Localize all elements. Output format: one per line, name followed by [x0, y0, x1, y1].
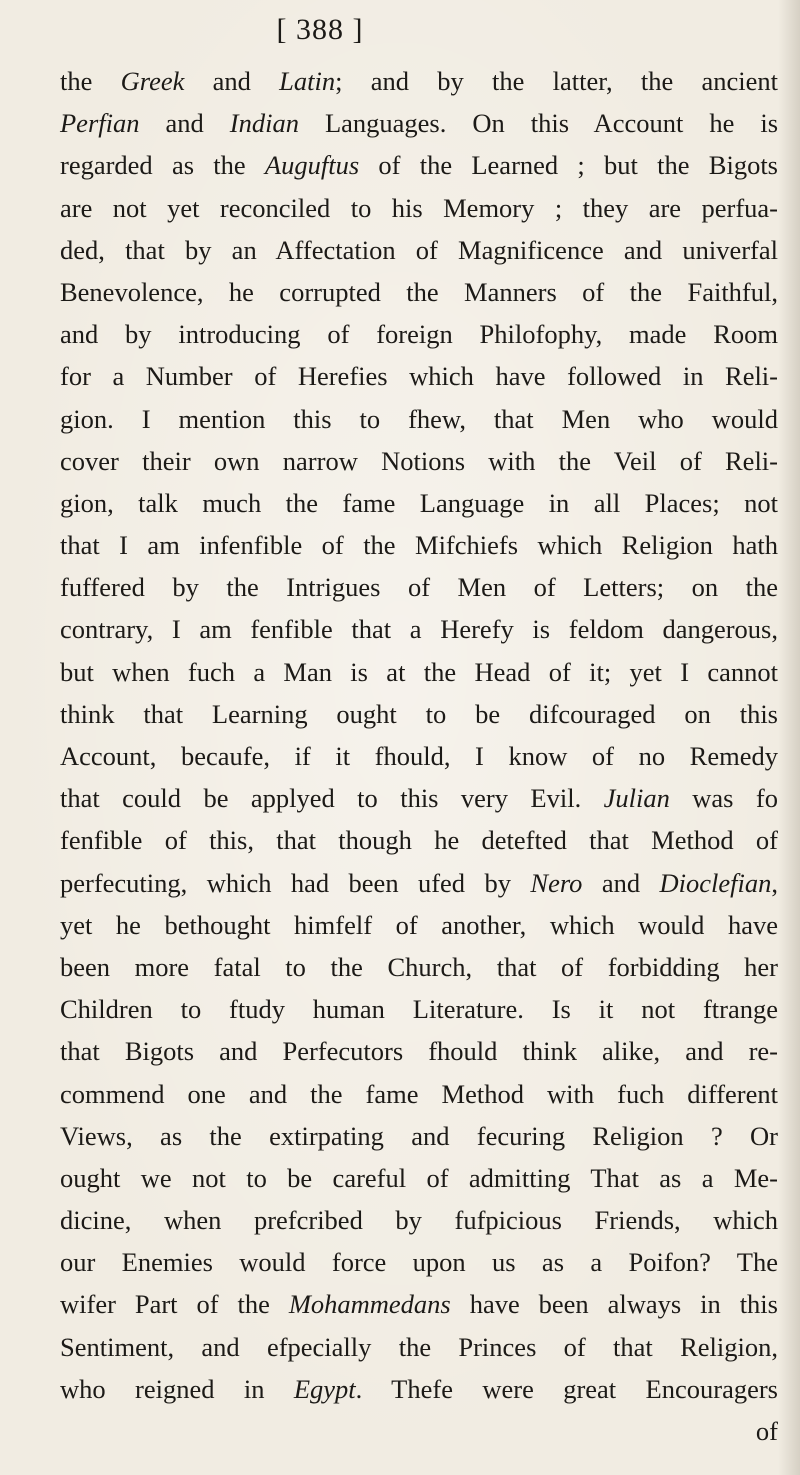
text-segment: think that Learning ought to be difcouraged on this — [60, 698, 778, 729]
text-segment: ought we not to be careful of admitting That as a Me- — [60, 1162, 778, 1193]
text-segment: regarded as the — [60, 150, 265, 181]
page-number: [ 388 ] — [276, 13, 364, 46]
text-line — [60, 1241, 778, 1283]
text-segment: fuffered by the Intrigues of Men of Letters; on the — [60, 572, 778, 603]
text-line — [60, 862, 778, 904]
text-line — [60, 271, 778, 313]
text-segment: commend one and the fame Method with fuch different — [60, 1078, 778, 1109]
text-line — [60, 566, 778, 608]
text-segment: the — [60, 66, 121, 96]
text-segment: yet he bethought himfelf of another, which would have — [60, 909, 778, 940]
italic-word: Latin — [279, 66, 336, 96]
text-segment: . Thefe were great Encouragers — [355, 1373, 778, 1404]
text-line — [60, 988, 778, 1030]
text-line — [60, 229, 778, 271]
text-segment: for a Number of Herefies which have followed in Reli- — [60, 361, 778, 392]
text-line — [60, 819, 778, 861]
text-line — [60, 524, 778, 566]
text-line — [60, 355, 778, 397]
italic-word: Greek — [120, 66, 185, 96]
text-segment: ded, that by an Affectation of Magnificence and univerfal — [60, 234, 778, 265]
text-segment: cover their own narrow Notions with the Veil of Reli- — [60, 445, 778, 476]
text-segment: wifer Part of the — [60, 1289, 289, 1320]
text-line — [60, 735, 778, 777]
text-segment: our Enemies would force upon us as a Poifon? The — [60, 1247, 778, 1278]
text-segment: Sentiment, and efpecially the Princes of that Religion, — [60, 1331, 778, 1362]
text-segment: and — [184, 66, 280, 96]
text-line — [60, 904, 778, 946]
text-line — [60, 1115, 778, 1157]
text-line — [60, 1073, 778, 1115]
italic-word: Julian — [603, 783, 670, 814]
text-line — [60, 60, 778, 102]
body-text — [60, 60, 778, 1452]
text-line — [60, 1368, 778, 1410]
text-line — [60, 1030, 778, 1072]
italic-word: Perfian — [60, 108, 140, 139]
text-segment: , — [771, 867, 779, 898]
catchword: of — [755, 1416, 778, 1446]
text-line — [60, 1157, 778, 1199]
italic-word: Nero — [530, 867, 583, 898]
text-line — [60, 608, 778, 650]
text-segment: Benevolence, he corrupted the Manners of the Faithful, — [60, 276, 778, 307]
text-segment: are not yet reconciled to his Memory ; they are perfua- — [60, 192, 778, 223]
text-segment: Views, as the extirpating and fecuring Religion ? Or — [60, 1120, 778, 1151]
text-segment: but when fuch a Man is at the Head of it; yet I cannot — [60, 656, 778, 687]
text-segment: that could be applyed to this very Evil. — [60, 783, 604, 814]
page-edge-shadow — [778, 0, 800, 1475]
text-line — [60, 102, 778, 144]
text-line — [60, 1326, 778, 1368]
text-line — [60, 1283, 778, 1325]
text-segment: that Bigots and Perfecutors fhould think alike, and re- — [60, 1036, 778, 1067]
italic-word: Egypt — [293, 1373, 356, 1404]
text-segment: and — [139, 108, 230, 139]
text-segment: Languages. On this Account he is — [298, 108, 779, 139]
italic-word: Dioclefian — [659, 867, 772, 898]
text-segment: Account, becaufe, if it fhould, I know of no Remedy — [60, 741, 778, 771]
text-segment: that I am infenfible of the Mifchiefs which Religion hath — [60, 530, 778, 561]
text-segment: ; and by the latter, the ancient — [335, 66, 778, 96]
text-line — [60, 946, 778, 988]
text-line — [60, 482, 778, 524]
text-segment: was fo — [669, 783, 778, 814]
text-segment: fenfible of this, that though he detefted that Method of — [60, 825, 778, 856]
text-segment: Children to ftudy human Literature. Is it not ftrange — [60, 994, 778, 1025]
text-line — [60, 693, 778, 735]
text-segment: and by introducing of foreign Philofophy, made Room — [60, 319, 778, 350]
text-line — [60, 187, 778, 229]
text-line — [60, 398, 778, 440]
italic-word: Auguftus — [264, 150, 360, 181]
text-segment: contrary, I am fenfible that a Herefy is feldom dangerous, — [60, 614, 778, 645]
text-segment: dicine, when prefcribed by fufpicious Friends, which — [60, 1205, 778, 1236]
italic-word: Indian — [229, 108, 299, 139]
text-line — [60, 651, 778, 693]
text-segment: gion, talk much the fame Language in all Places; not — [60, 487, 778, 518]
text-segment: perfecuting, which had been ufed by — [60, 867, 531, 898]
italic-word: Mohammedans — [288, 1289, 451, 1320]
text-segment: who reigned in — [60, 1373, 294, 1404]
text-line — [60, 777, 778, 819]
text-segment: of the Learned ; but the Bigots — [359, 150, 778, 181]
text-line — [60, 440, 778, 482]
text-segment: have been always in this — [450, 1289, 778, 1320]
text-line — [60, 313, 778, 355]
text-line — [60, 1199, 778, 1241]
text-segment: and — [582, 867, 660, 898]
text-line — [60, 144, 778, 186]
text-segment: been more fatal to the Church, that of forbidding her — [60, 951, 778, 982]
text-segment: gion. I mention this to fhew, that Men who would — [60, 403, 778, 434]
